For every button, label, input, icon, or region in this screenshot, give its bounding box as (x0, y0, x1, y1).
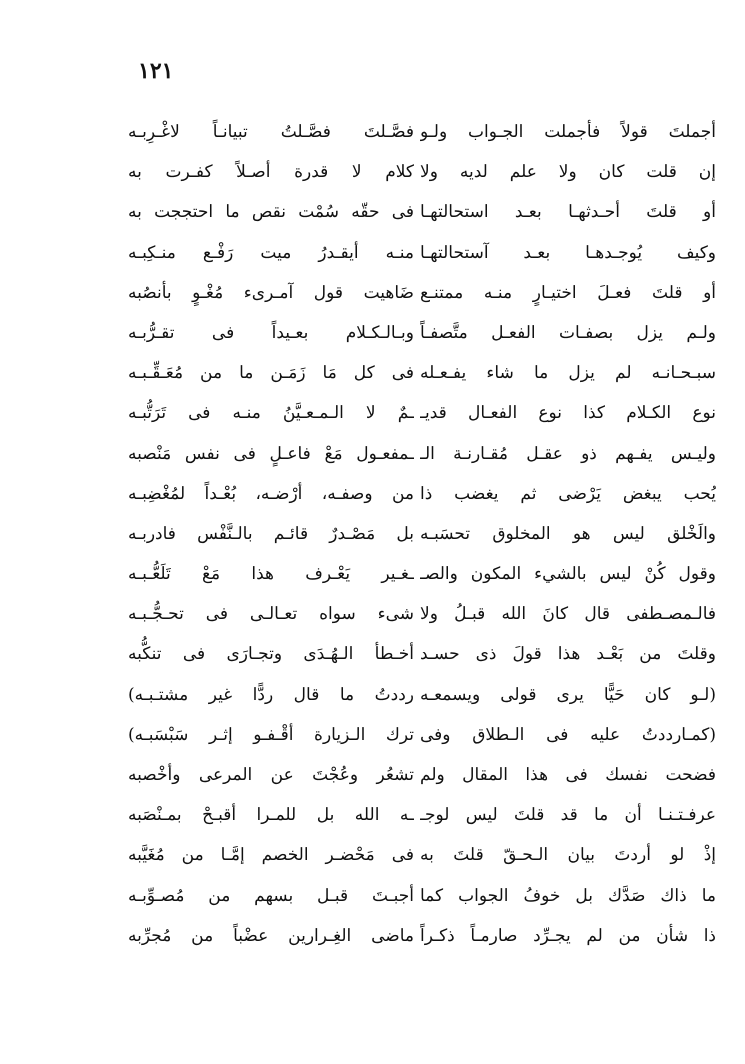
right-column (420, 112, 716, 956)
verse-line: إذْ لو أردتَ بيان الـحـقّ قلتَ به (420, 845, 716, 866)
verse-line: وقلتَ من بَعْـد هذا قولَ ذى حسـد (420, 644, 716, 665)
verse-line: شىء سواه تعـالـى فى تحـجُّـبـه (128, 604, 414, 625)
verse-line: بل مَصْـدرٌ قائـم بالـنَّفْس فادربـه (128, 523, 414, 544)
verse-line: إن قلت كان ولا علم لديه ولا (420, 162, 716, 183)
verse-line: من وصفـه، أرْضـه، بُعْـداً لمُغْضِبـه (128, 483, 414, 504)
verse-line: ترك الـزيارة أقْـفـو إثـر سَبْسَبـه) (128, 724, 414, 745)
verse-line: (كمـارددتُ عليه فى الـطلاق وفى (420, 724, 716, 745)
verse-line: تشعُر وعُجْتَ عن المرعى وأخْصبه (128, 765, 414, 785)
verse-line: فالـمصـطفى قال كانَ الله قبـلُ ولا (420, 604, 716, 625)
verse-line: (لـو كان حَيًّا يرى قولى ويسمعـه (420, 684, 716, 705)
page-number: ١٢١ (138, 58, 174, 84)
verse-line: عرفـتـنـا أن ما قد قلتَ ليس لوجـ (420, 805, 716, 826)
verse-line: نوع الكـلام كذا نوع الفعـال قديـ (420, 403, 716, 424)
verse-line: فى كل مَا زَمَـن ما من مُعَـقِّـبـه (128, 363, 414, 384)
verse-line: وليـس يفـهم ذو عقـل مُقـارنـة الـ (420, 443, 716, 464)
verse-line: أجبـتَ قبـل بسهم من مُصـوِّبـه (128, 885, 414, 906)
verse-line: رددتُ ما قال ردًّا غير مشتـبـه) (128, 684, 414, 705)
verse-line: ضَاهيت قول آمـرىء مُغْـوٍ بأنصُبه (128, 282, 414, 303)
verse-line: وبـالـكـلام بعـيداً فى تقـرُّبـه (128, 322, 414, 343)
verse-line: ذا شأن من لم يجـرِّد صارمـاً ذكـراً (420, 925, 716, 946)
verse-line: والَخْلق ليس هو المخلوق تحسَبـه (420, 523, 716, 544)
verse-line: ـه الله بل للمـرا أقبـحْ بمـنْصَبه (128, 805, 414, 826)
verse-line: ـمفعـول مَعْ فاعـلٍ فى نفس مَنْصبه (128, 443, 414, 464)
verse-line: أخـطأ الـهُـدَى وتجـارَى فى تنكُّبه (128, 644, 414, 665)
verse-line: ولـم يزل بصفـات الفعـل متَّصفـاً (420, 322, 716, 343)
verse-line: ـغـير يَعْـرف هذا مَعْ تَلَعُّـبـه (128, 564, 414, 585)
verse-line: ما ذاك صَدَّك بل خوفُ الجواب كما (420, 885, 716, 906)
verse-line: فى مَحْضـر الخصم إمَّـا من مُغَيَّبه (128, 845, 414, 866)
verse-line: ـمٌ لا الـمـعـيَّنُ منـه فى تَرَتُّبـه (128, 403, 414, 424)
verse-line: منـه أيقـدرُ ميت رَفْـع منـكِبـه (128, 242, 414, 263)
verse-line: وكيف يُوجـدهـا بعـد آستحالتهـا (420, 242, 716, 263)
verse-line: سبـحـانـه لم يزل ما شاء يفـعـله (420, 363, 716, 384)
verse-line: كلام لا قدرة أصـلاً كفـرت به (128, 162, 414, 183)
verse-line: فى حقّه سُمْت نقص ما احتججت به (128, 202, 414, 223)
verse-line: ماضى الغِـرارين عضْباً من مُجرِّبه (128, 925, 414, 946)
verse-line: فصَّـلتَ فصَّـلتُ تبيانـاً لاغْـرِبـه (128, 122, 414, 142)
verse-line: أجملتَ قولاً فأجملت الجـواب ولـو (420, 122, 716, 142)
verse-line: أو قلتَ أحـدثهـا بعـد استحالتهـا (420, 202, 716, 223)
verse-line: يُحب يبغض يَرْضى ثم يغضب ذا (420, 483, 716, 504)
verse-line: وقول كُنْ ليس بالشيء المكون والصـ (420, 564, 716, 585)
verse-line: فضحت نفسك فى هذا المقال ولم (420, 765, 716, 785)
verse-line: أو قلتَ فعـلَ اختيـارٍ منـه ممتنـع (420, 282, 716, 303)
left-column (128, 112, 414, 956)
